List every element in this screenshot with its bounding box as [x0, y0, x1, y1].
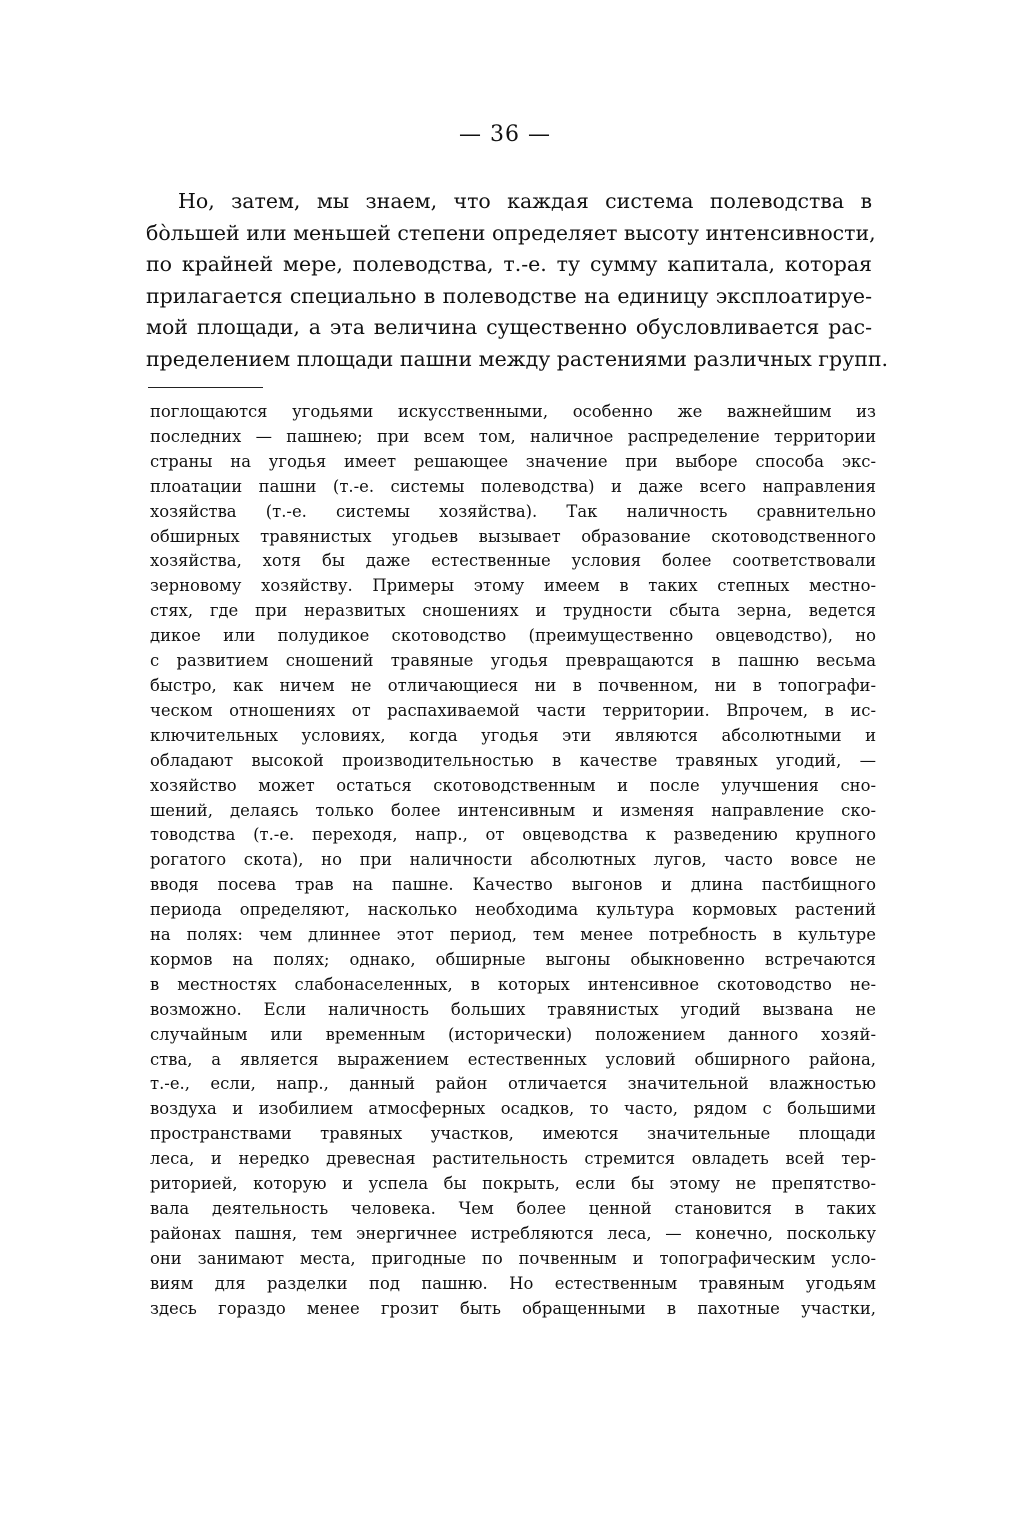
- footnote-line: районах пашня, тем энергичнее истребляются леса, — конечно, поскольку: [150, 1223, 876, 1243]
- footnote-line: с развитием сношений травяные угодья превращаются в пашню весьма: [150, 651, 876, 671]
- main-line: по крайней мере, полеводства, т.-е. ту сумму капитала, которая: [146, 252, 872, 276]
- footnote-line: виям для разделки под пашню. Но естественным травяным угодьям: [150, 1273, 876, 1293]
- footnote-line: в местностях слабонаселенных, в которых интенсивное скотоводство не-: [150, 974, 876, 994]
- footnote-line: шений, делаясь только более интенсивным и изменяя направление ско-: [150, 800, 876, 820]
- footnote-line: кормов на полях; однако, обширные выгоны обыкновенно встречаются: [150, 949, 876, 969]
- main-line: прилагается специально в полеводстве на единицу эксплоатируе-: [146, 283, 872, 308]
- footnote-line: стях, где при неразвитых сношениях и трудности сбыта зерна, ведется: [150, 601, 876, 621]
- footnote-line: ключительных условиях, когда угодья эти являются абсолютными и: [150, 725, 876, 745]
- footnote-line: воздуха и изобилием атмосферных осадков, то часто, рядом с большими: [150, 1099, 876, 1119]
- footnote-line: леса, и нередко древесная растительность стремится овладеть всей тер-: [150, 1149, 876, 1169]
- footnote-line: последних — пашнею; при всем том, наличное распределение территории: [150, 426, 876, 446]
- footnote-line: ческом отношениях от распахиваемой части территории. Впрочем, в ис-: [150, 700, 876, 720]
- main-line: Но, затем, мы знаем, что каждая система полеводства в: [178, 189, 872, 213]
- footnote-line: пространствами травяных участков, имеются значительные площади: [150, 1124, 876, 1144]
- footnote-line: ства, а является выражением естественных условий обширного района,: [150, 1049, 876, 1069]
- footnote-line: быстро, как ничем не отличающиеся ни в почвенном, ни в топографи-: [150, 675, 876, 695]
- main-line: пределением площади пашни между растениями различных групп.: [146, 346, 889, 371]
- footnote-line: хозяйства, хотя бы даже естественные условия более соответствовали: [150, 551, 876, 571]
- footnote-line: они занимают места, пригодные по почвенным и топографическим усло-: [150, 1248, 876, 1268]
- footnote-line: обладают высокой производительностью в качестве травяных угодий, —: [150, 750, 876, 770]
- footnote-line: вала деятельность человека. Чем более ценной становится в таких: [150, 1199, 876, 1218]
- footnote-line: рогатого скота), но при наличности абсолютных лугов, часто вовсе не: [150, 850, 876, 870]
- footnote-line: хозяйства (т.-е. системы хозяйства). Так наличность сравнительно: [150, 501, 876, 521]
- footnote-line: страны на угодья имеет решающее значение при выборе способа экс-: [150, 451, 876, 471]
- footnote-line: плоатации пашни (т.-е. системы полеводства) и даже всего направления: [150, 476, 876, 496]
- footnote-line: дикое или полудикое скотоводство (преимущественно овцеводство), но: [150, 626, 876, 646]
- main-line: бо̀льшей или меньшей степени определяет высоту интенсивности,: [146, 220, 876, 245]
- footnote-line: на полях: чем длиннее этот период, тем менее потребность в культуре: [150, 925, 876, 945]
- footnote-line: поглощаются угодьями искусственными, особенно же важнейшим из: [150, 402, 876, 421]
- footnote-line: возможно. Если наличность больших травянистых угодий вызвана не: [150, 999, 876, 1019]
- footnote-divider: [148, 387, 263, 388]
- footnote-line: случайным или временным (исторически) положением данного хозяй-: [150, 1024, 876, 1044]
- footnote-line: здесь гораздо менее грозит быть обращенными в пахотные участки,: [150, 1298, 876, 1318]
- footnote-line: т.-е., если, напр., данный район отличается значительной влажностью: [150, 1074, 876, 1094]
- footnote-line: вводя посева трав на пашне. Качество выгонов и длина пастбищного: [150, 875, 876, 895]
- footnote-text: [150, 400, 876, 1322]
- footnote-line: риторией, которую и успела бы покрыть, если бы этому не препятство-: [150, 1174, 876, 1194]
- main-paragraph: [146, 186, 889, 375]
- page-number: — 36 —: [459, 122, 551, 147]
- main-line: мой площади, а эта величина существенно обусловливается рас-: [146, 315, 872, 339]
- footnote-line: обширных травянистых угодьев вызывает образование скотоводственного: [150, 526, 876, 546]
- footnote-line: периода определяют, насколько необходима культура кормовых растений: [150, 900, 876, 920]
- footnote-line: зерновому хозяйству. Примеры этому имеем в таких степных местно-: [150, 576, 876, 596]
- footnote-line: хозяйство может остаться скотоводственным и после улучшения сно-: [150, 775, 876, 795]
- footnote-line: товодства (т.-е. переходя, напр., от овцеводства к разведению крупного: [150, 825, 876, 845]
